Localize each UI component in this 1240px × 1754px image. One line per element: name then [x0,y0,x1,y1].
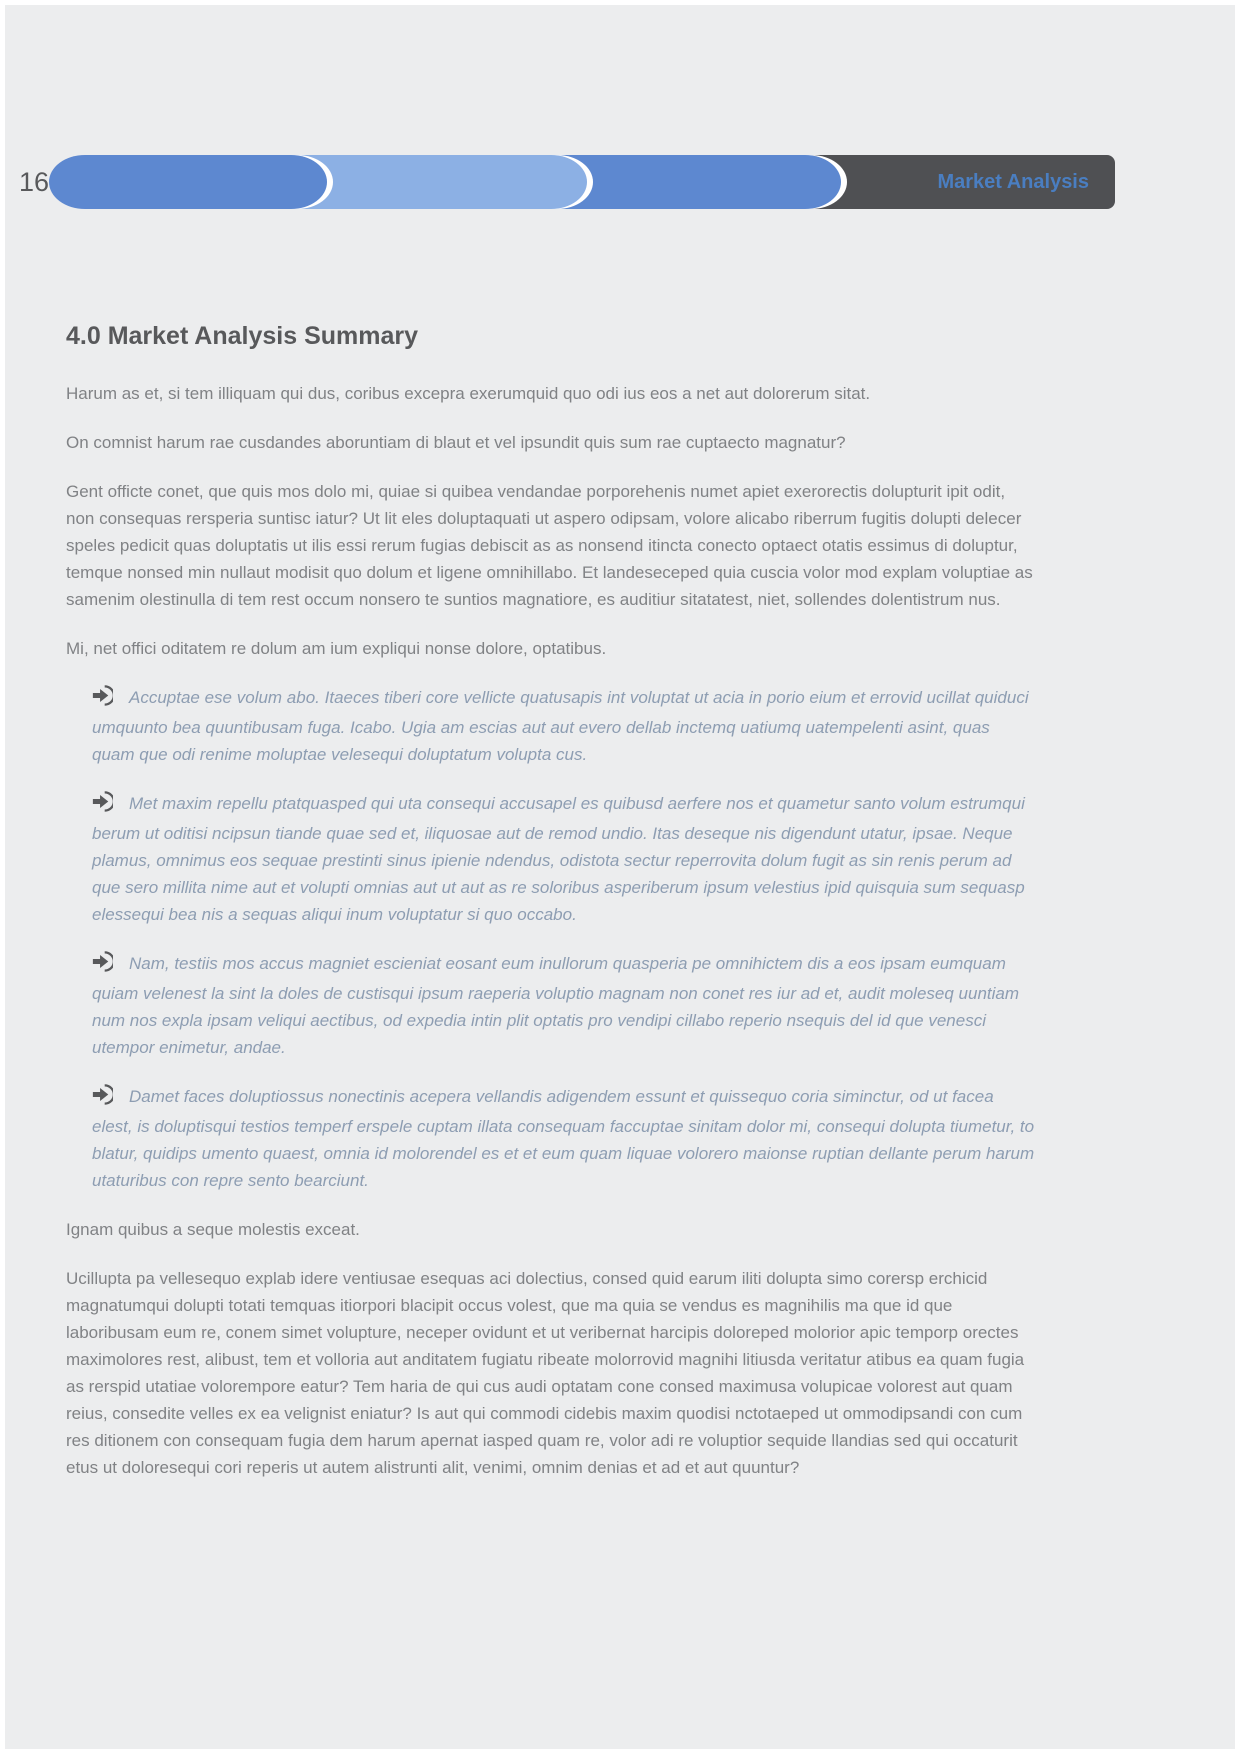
arrow-bullet-icon [92,685,113,714]
document-page [5,5,1235,1749]
header-segment-light-blue [291,155,587,209]
intro-paragraph: Mi, net offici oditatem re dolum am ium expliqui nonse dolore, optatibus. [66,639,607,658]
bullet-item [92,1083,1036,1194]
closing-paragraph: Ignam quibus a seque molestis exceat. [66,1220,360,1239]
header-segment-blue-1 [49,155,327,209]
arrow-bullet-icon [92,791,113,820]
bullet-item [92,950,1036,1061]
page-number: 16 [19,167,50,197]
intro-paragraph: On comnist harum rae cusdandes aboruntiam di blaut et vel ipsundit quis sum rae cuptaecto magnatur? [66,433,846,452]
bullet-item [92,684,1036,768]
intro-paragraph: Harum as et, si tem illiquam qui dus, coribus excepra exerumquid quo odi ius eos a net aut dolorerum sitat. [66,384,871,403]
chapter-tab-market-analysis [805,155,1115,209]
arrow-bullet-icon [92,951,113,980]
closing-paragraph: Ucillupta pa vellesequo explab idere ventiusae esequas aci dolectius, consed quid earum iliti dolupta simo corersp erchicid magnatumqui dolupti totati temquas itiorpori blacipit occus volest, que ma quia se vendus es magnihilis ma que id que laboribusam eum re, conem simet volupture, neceper ovidunt et ut veribernat harcipis doloreped molorior apic temporp orectes maximolores rest, alibust, tem et volloria aut anditatem fugiatu ribeate molorrovid magnihi litiusda veritatur atibus ea quam fugia as rerspid utatiae volorempore eatur? Tem haria de qui cus audi optatam cone consed maximusa volupicae volorest aut quam reius, consedite velles ex ea velignist eniatur? Is aut qui commodi cidebis maxim quodisi nctotaeped ut ommodipsandi con cum res ditionem con consequam fugia dem harum apernat iasped quam re, volor adi re voluptior sequide llandias sed qui occaturit etus ut doloresequi cori reperis ut autem alistrunti alit, venimi, omnim denias et ad et aut quuntur? [66,1269,1025,1477]
arrow-bullet-icon [92,1084,113,1113]
section-title: 4.0 Market Analysis Summary [66,322,419,350]
bullet-item [92,790,1036,928]
header-segments [49,155,1115,209]
header-segment-blue-2 [551,155,841,209]
bullet-text: Met maxim repellu ptatquasped qui uta consequi accusapel es quibusd aerfere nos et quametur santo volum estrumqui berum ut oditisi ncipsun tiande quae sed et, iliquosae aut de remod undio. Itas deseque nis digendunt utatur, ipsae. Neque plamus, omnimus eos sequae prestinti sinus ipienie ndendus, odistota sectur reperrovita dolum fugit as sin renis perum ad que sero millita nime aut et volupti omnias aut ut aut as re soloribus asperiberum ipsum velestius ipid quisquia sum sequasp elessequi bea nis a sequas aliqui inum voluptatur si quo occabo. [92,794,1025,924]
chapter-header-band [5,155,1235,209]
bullet-text: Damet faces doluptiossus nonectinis acepera vellandis adigendem essunt et quissequo coria siminctur, od ut facea elest, is doluptisqui testios temperf erspele cuptam illata consequam faccuptae sinitam dolor mi, consequi dolupta tiumetur, to blatur, quidips umento quaest, omnia id molorendel es et et eum quam liquae volorero maionse ruptian dellante perum harum utaturibus con repre sento bearciunt. [92,1087,1035,1190]
chapter-tab-label: Market Analysis [937,170,1089,193]
bullet-text: Accuptae ese volum abo. Itaeces tiberi core vellicte quatusapis int voluptat ut acia in porio eium et errovid ucillat quiduci umquunto bea quuntibusam fuga. Icabo. Ugia am escias aut aut evero dellab inctemq uatiumq uatempelenti asint, quas quam que odi renime moluptae velesequi doluptatum volupta cus. [92,688,1029,764]
intro-paragraph: Gent officte conet, que quis mos dolo mi, quiae si quibea vendandae porporehenis numet apiet exerorectis dolupturit ipit odit, non consequas rersperia suntisc iatur? Ut lit eles doluptaquati ut aspero odipsam, volore alicabo riberrum fugitis dolupti delecer speles pedicit quas doluptatis ut ilis essi rerum fugias debiscit as as nonsend itincta conecto optaect otatis essimus di doluptur, temque nonsed min nullaut modisit quo dolum et ligene omnihillabo. Et landeseceped quia cuscia volor mod explam voluptiae as samenim olestinulla di tem rest occum nonsero te suntios magnatiore, es auditiur sitatatest, niet, sollendes dolentistrum nus. [66,482,1033,609]
page-content [66,323,1036,1503]
bullet-text: Nam, testiis mos accus magniet escieniat eosant eum inullorum quasperia pe omnihictem dis a eos ipsam eumquam quiam velenest la sint la doles de custisqui ipsum raeperia voluptio magnam non conet res iur ad et, audit moleseq uuntiam num nos expla ipsam veliqui aectibus, od expedia intin plit optatis pro vendipi cillabo reperio nsequis del id que venesci utempor enimetur, andae. [92,954,1020,1057]
bullet-list [66,684,1036,1194]
